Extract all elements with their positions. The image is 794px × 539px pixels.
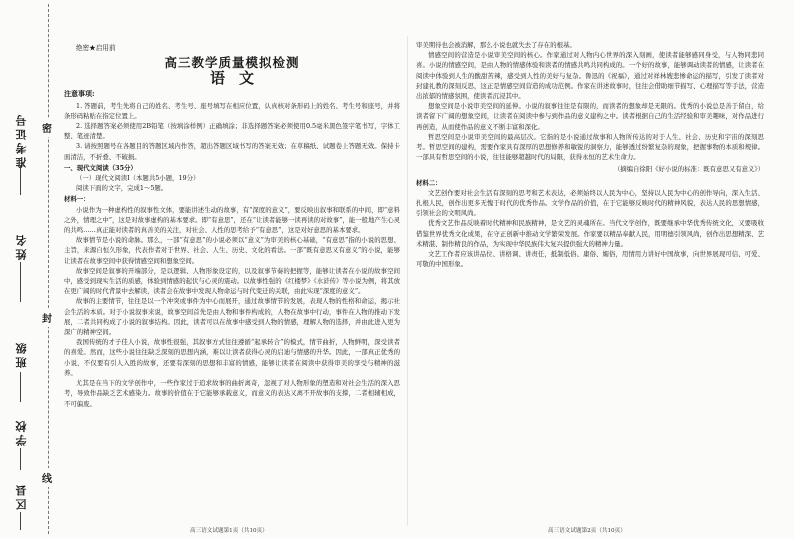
district-label: 区县 [15, 482, 28, 510]
exam-number-line [20, 165, 21, 195]
passage-paragraph: 文艺创作要对社会生活有深刻的思考和艺术表达，必须始终以人民为中心，坚持以人民为中心的创作导向，深入生活、扎根人民，创作出更多无愧于时代的优秀作品。文学作品的价值，在于它能够反映时代的精神风貌，表达人民的思想情感，引领社会的文明风尚。 [416, 188, 764, 218]
school-line [20, 448, 21, 470]
passage-paragraph: 优秀文艺作品反映着时代精神和民族精神，是文艺的灵魂所在。当代文学创作，既要继承中华优秀传统文化，又要吸收借鉴世界优秀文化成果，在守正创新中推动文学繁荣发展。作家要以精品奉献人民，用明德引领风尚，创作出思想精深、艺术精湛、制作精良的作品，为实现中华民族伟大复兴提供强大的精神力量。 [416, 219, 764, 248]
passage-paragraph: 审美期待也会被消解，那么小说也就失去了存在的根基。 [416, 41, 576, 49]
right-page [416, 40, 764, 522]
name-line [20, 262, 21, 302]
passage-paragraph: 情感空间的营造是小说审美空间的核心。作家通过对人物内心世界的深入刻画，使读者能够感同身受，与人物同悲同喜。小说的情感空间，是由人物的情感体验和读者的情感共鸣共同构成的。一个好的故事，能够调动读者的情感，让读者在阅读中体验到人生的酸甜苦辣，感受到人性的美好与复杂。鲁迅的《祝福》，通过对祥林嫂悲惨命运的描写，引发了读者对封建礼教的深刻反思，这正是情感空间营造的成功范例。作家在讲述故事时，往往会借助细节描写、心理描写等手法，营造出浓郁的情感氛围，使读者沉浸其中。 [416, 51, 764, 101]
right-footer: 高三语文试题第2页（共10页） [548, 528, 626, 534]
reading-instruction: 阅读下面的文字，完成1～5题。 [76, 184, 168, 193]
school-label: 学校 [15, 418, 28, 446]
seal-word-mi: 密 [42, 118, 52, 137]
passage-paragraph: 故事空间是叙事的开端部分，是以逻辑、人物形象设定的，以及叙事节奏的把握等，能够让读者在小说的故事空间中，感受到现实生活的质感，体验到情感的起伏与心灵的震动。以故事性强的《红楼梦》《水浒传》等小说为例，将其放在更广阔的时代背景中去解读，读者会在故事中发现人物命运与时代变迁的关联，由此实现“深度的意义”。 [64, 266, 400, 296]
material-one-label: 材料一： [64, 195, 90, 204]
left-page [64, 52, 400, 522]
binding-strip [0, 0, 56, 539]
passage-paragraph: 文艺工作者应该讲品位、讲格调、讲责任，抵制低俗、庸俗、媚俗，用情用力讲好中国故事，向世界展现可信、可爱、可敬的中国形象。 [416, 250, 764, 269]
name-label: 姓名 [15, 232, 28, 260]
section-heading: 一、现代文阅读（35分） [64, 163, 137, 172]
passage-paragraph: 尤其是在当下的文学创作中，一些作家过于追求故事的曲折离奇，忽视了对人物形象的塑造和对社会生活的深入思考，导致作品缺乏艺术感染力。故事的价值在于它能够承载意义，而意义的表达又离不开故事的支撑，二者相辅相成，不可偏废。 [64, 379, 400, 408]
exam-number-label: 准考证号 [15, 112, 28, 168]
passage-paragraph: 想象空间是小说审美空间的延伸。小说的叙事往往是有限的，而读者的想象却是无限的。优秀的小说总是善于留白，给读者留下广阔的想象空间，让读者在阅读中参与到作品的意义建构之中。读者根据自己的生活经验和审美趣味，对作品进行再创造，从而使作品的意义不断丰富和深化。 [416, 102, 764, 131]
secret-line: 绝密★启用前 [76, 44, 116, 52]
subsection-heading: （一）现代文阅读Ⅰ（本题共5小题，19分） [76, 174, 200, 183]
passage-paragraph: 故事的主要情节，往往是以一个冲突或事件为中心而展开，通过故事情节的发展，表现人物的性格和命运，揭示社会生活的本质。对于小说叙事来说，故事空间首先是由人物和事件构成的，人物在故事中行动，事件在人物的推动下发展，二者共同构成了小说的叙事结构。因此，读者可以在故事中感受到人物的情感，理解人物的选择，并由此进入更为深广的精神空间。 [64, 297, 400, 337]
note-item: 3. 请按照题号在各题目的答题区域内作答，超出答题区域书写的答案无效；在草稿纸、试题卷上答题无效。保持卡面清洁，不折叠、不破损。 [64, 142, 400, 161]
passage-paragraph: 我国传统的才子佳人小说，故事性很强，其叙事方式往往遵循“起承转合”的模式，情节曲折，人物鲜明，深受读者的喜爱。然而，这些小说往往缺乏深刻的思想内涵，难以让读者获得心灵的启迪与情感的升华。因此，一部真正优秀的小说，不仅要有引人入胜的故事，还要有深刻的思想和丰富的情感，能够让读者在阅读中获得审美的享受与精神的滋养。 [64, 338, 400, 377]
seal-word-feng: 封 [42, 308, 52, 327]
fold-line [48, 4, 49, 534]
passage-paragraph: 故事情节是小说的命脉。那么，一部“有意思”的小说必须以“意义”为审美的核心基础，“有意思”指的小说的思想、主旨，来源自恒久形象，代表作者对于世界、社会、人生、历史、文化的看法。一部“既有意思又有意义”的小说，能够让读者在故事空间中获得情感空间和想象空间。 [64, 236, 400, 265]
seal-word-xian: 线 [42, 468, 52, 487]
class-line [20, 372, 21, 402]
page-divider [407, 36, 408, 526]
district-line [20, 512, 21, 530]
notes-heading: 注意事项: [64, 89, 95, 99]
subject-title: 语文 [209, 69, 268, 88]
left-footer: 高三语文试题第1页（共10页） [190, 528, 268, 534]
material-two-label: 材料二： [416, 178, 442, 187]
passage-paragraph: 小说作为一种虚构性的叙事性文体，要能讲述生动的故事，有“深度的意义”，要反映出叙事和联系的中间，即“意料之外，情理之中”，这是对故事虚构的基本要求。即“有意思”，还在“让读者能够一读再读的对故事”，能一般地产生心灵的共鸣……真正能对读者的真善美的关注，对社会、人性的思考给予“有意思”，这是对好意思的基本要求。 [64, 205, 400, 235]
class-label: 班级 [15, 340, 28, 368]
source-citation: （摘编自徐阳《好小说的标准：既有意思又有意义》） [613, 165, 764, 174]
exam-title: 高三教学质量模拟检测 [164, 55, 300, 70]
note-item: 1. 答题前，考生先将自己的姓名、考生号、座号填写在相应位置，认真核对条形码上的姓名、考生号和座号，并将条形码粘贴在指定位置上。 [64, 101, 400, 120]
note-item: 2. 选择题答案必须使用2B铅笔（按填涂样例）正确填涂；非选择题答案必须使用0.5毫米黑色签字笔书写，字体工整、笔迹清楚。 [64, 122, 400, 141]
passage-paragraph: 哲思空间是小说审美空间的最高层次。它指的是小说通过故事和人物所传达的对于人生、社会、历史和宇宙的深刻思考。哲思空间的建构，需要作家具有深厚的思想修养和敏锐的洞察力，能够透过纷繁复杂的现象，把握事物的本质和规律。一部具有哲思空间的小说，往往能够超越时代的局限，获得永恒的艺术生命力。 [416, 132, 764, 162]
